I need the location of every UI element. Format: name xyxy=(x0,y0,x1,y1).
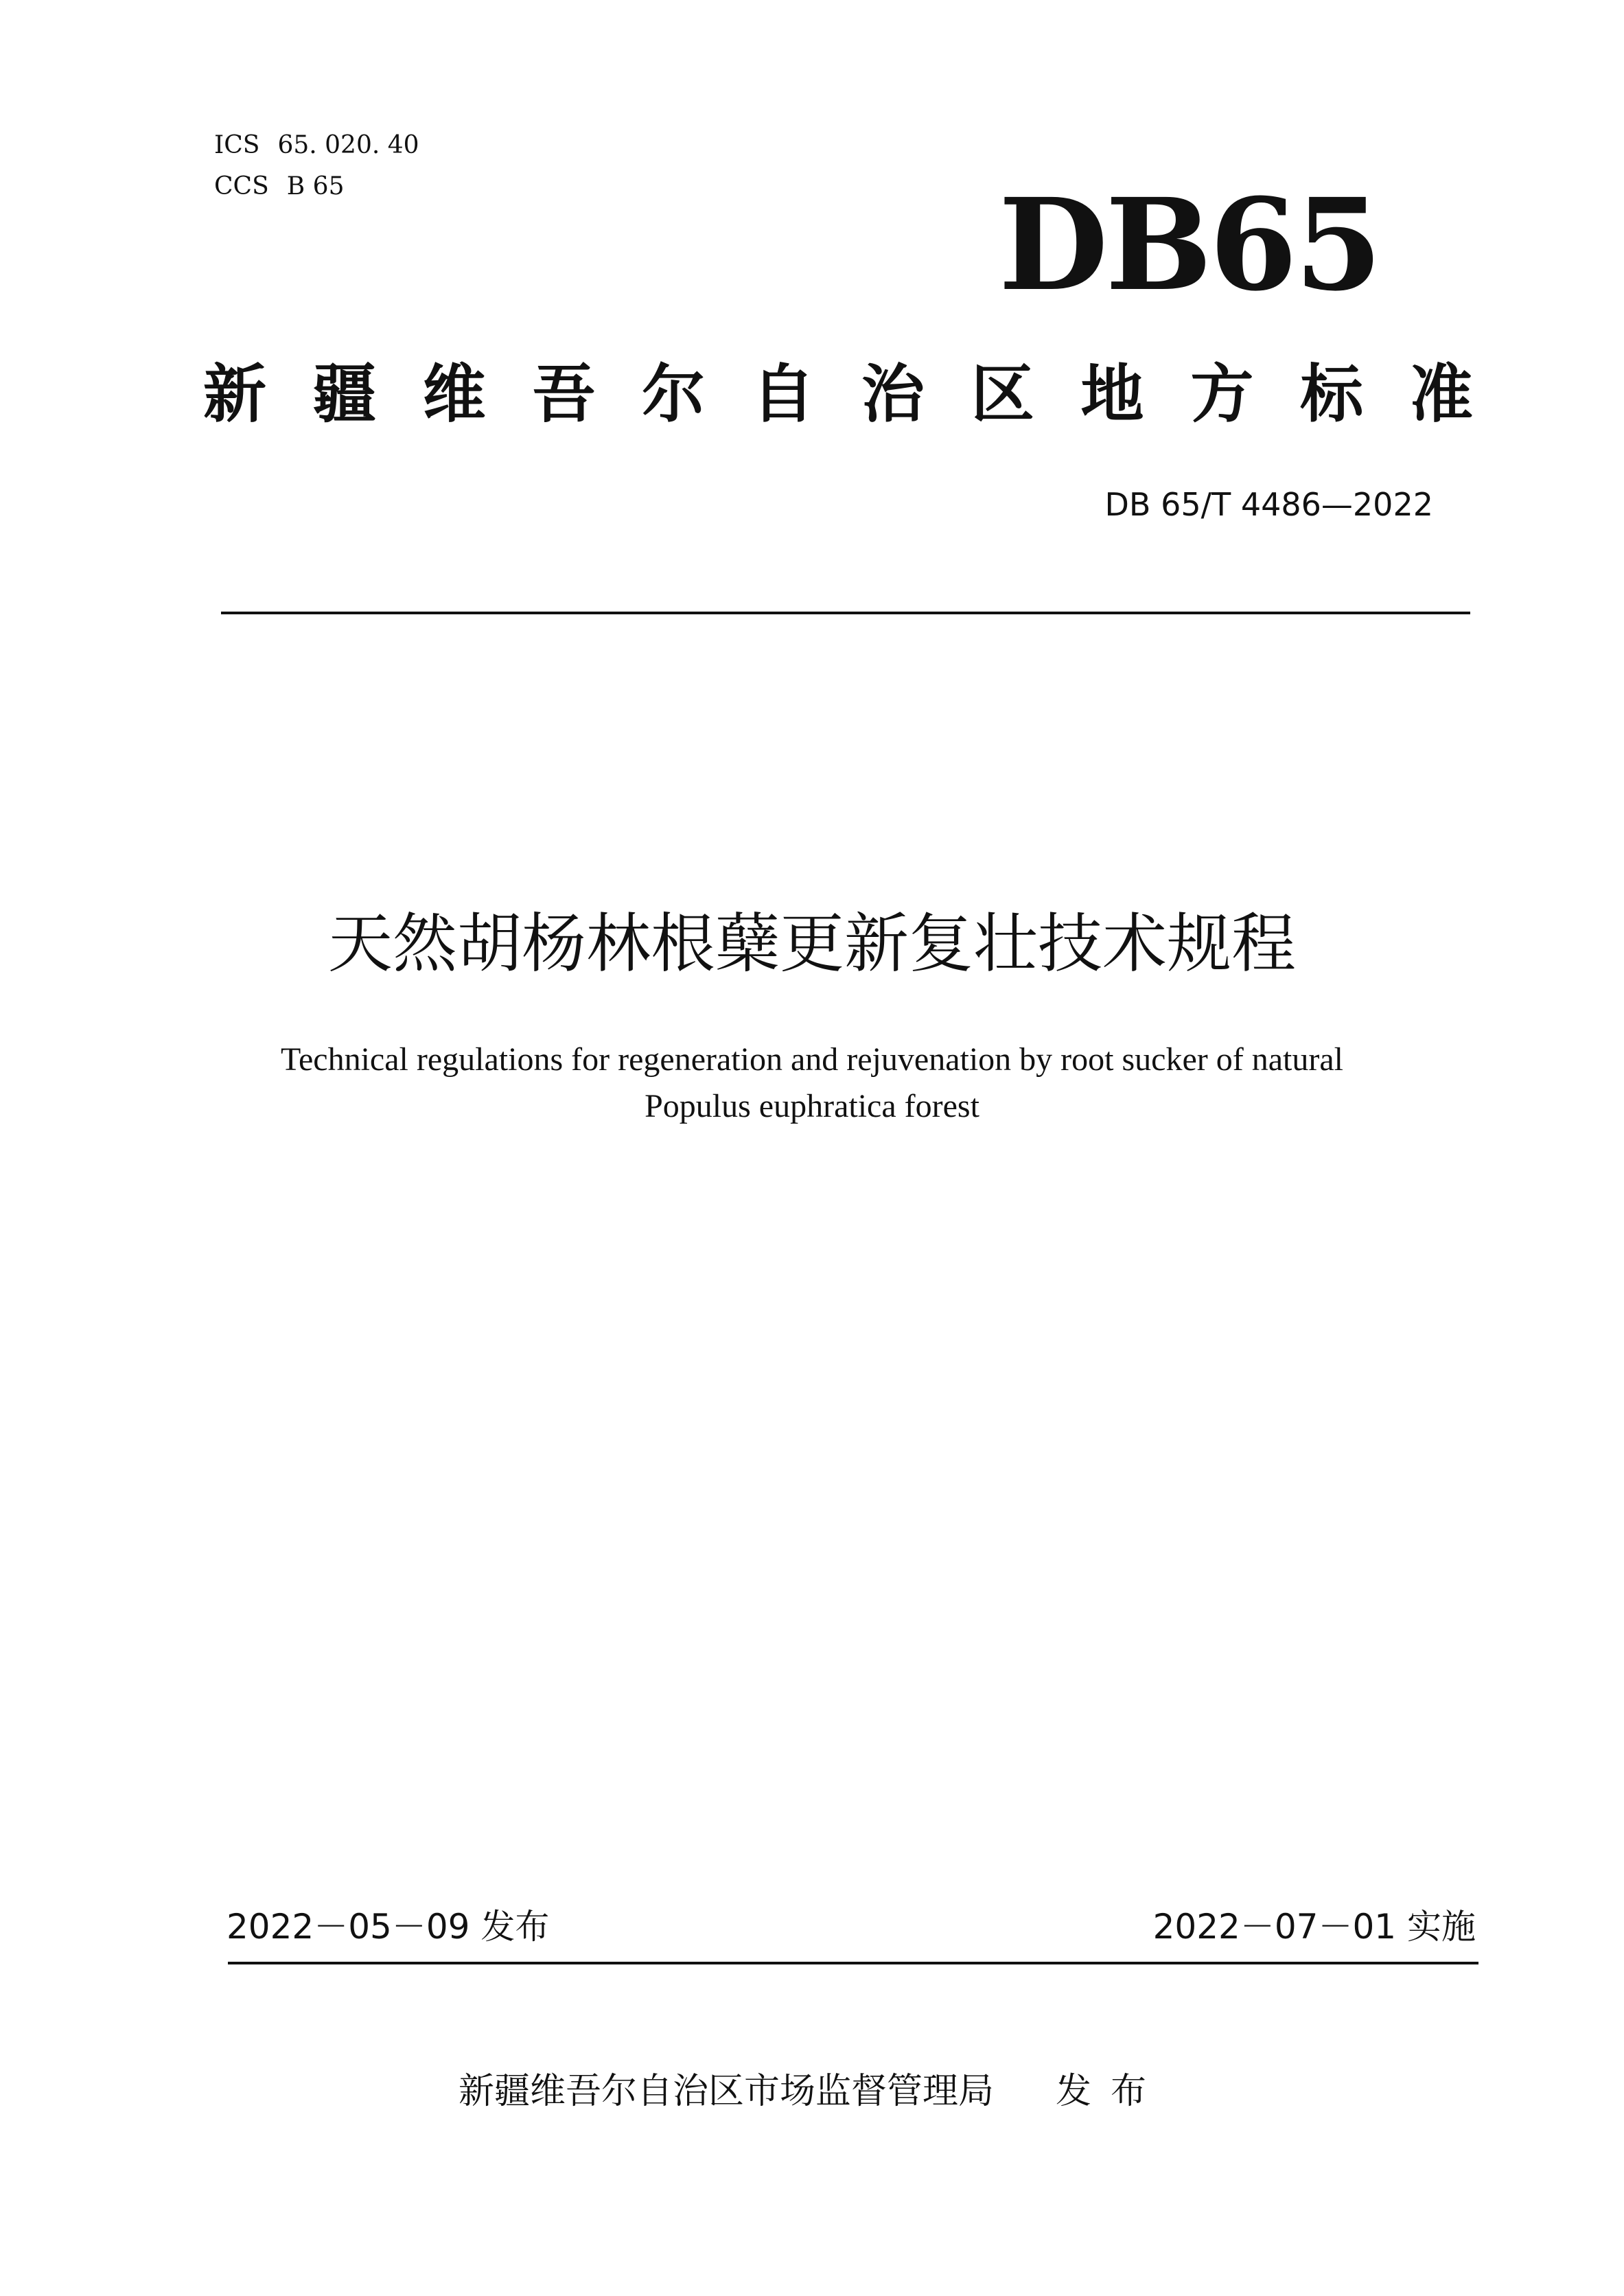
standard-title-char: 地 xyxy=(1080,358,1144,431)
ics-line xyxy=(214,130,419,161)
standard-title xyxy=(203,357,1473,432)
standard-title-char: 区 xyxy=(971,358,1034,431)
publisher-name: 新疆维吾尔自治区市场监督管理局 xyxy=(458,2071,994,2112)
db65-logo: DB65 xyxy=(998,171,1380,319)
document-title-en xyxy=(0,1036,1624,1130)
publisher-action: 发布 xyxy=(1056,2071,1166,2112)
standard-title-char: 维 xyxy=(422,358,486,431)
standard-title-char: 标 xyxy=(1300,358,1364,431)
standard-title-char: 方 xyxy=(1190,358,1254,431)
issue-date: 2022－05－09 发布 xyxy=(227,1907,550,1947)
effective-date: 2022－07－01 实施 xyxy=(1152,1907,1476,1947)
ccs-label: CCS xyxy=(214,172,269,200)
ics-label: ICS xyxy=(214,131,260,159)
standard-number: DB 65/T 4486—2022 xyxy=(1104,486,1433,523)
standard-title-char: 准 xyxy=(1409,358,1473,431)
standard-title-char: 吾 xyxy=(532,358,596,431)
ccs-code: B 65 xyxy=(286,172,345,200)
standard-title-char: 疆 xyxy=(312,358,376,431)
standard-title-char: 治 xyxy=(861,358,925,431)
top-divider xyxy=(221,612,1470,614)
standard-title-char: 尔 xyxy=(642,358,706,431)
document-title-en-line2: Populus euphratica forest xyxy=(645,1088,979,1124)
document-title-cn: 天然胡杨林根蘖更新复壮技术规程 xyxy=(327,907,1296,982)
standard-title-char: 新 xyxy=(203,358,267,431)
ccs-line xyxy=(214,172,344,202)
document-title-en-line1: Technical regulations for regeneration and rejuvenation by root sucker of natural xyxy=(280,1041,1344,1078)
ics-code: 65. 020. 40 xyxy=(277,131,419,159)
publisher xyxy=(0,2069,1624,2114)
standard-title-char: 自 xyxy=(752,358,815,431)
bottom-divider xyxy=(228,1962,1478,1964)
